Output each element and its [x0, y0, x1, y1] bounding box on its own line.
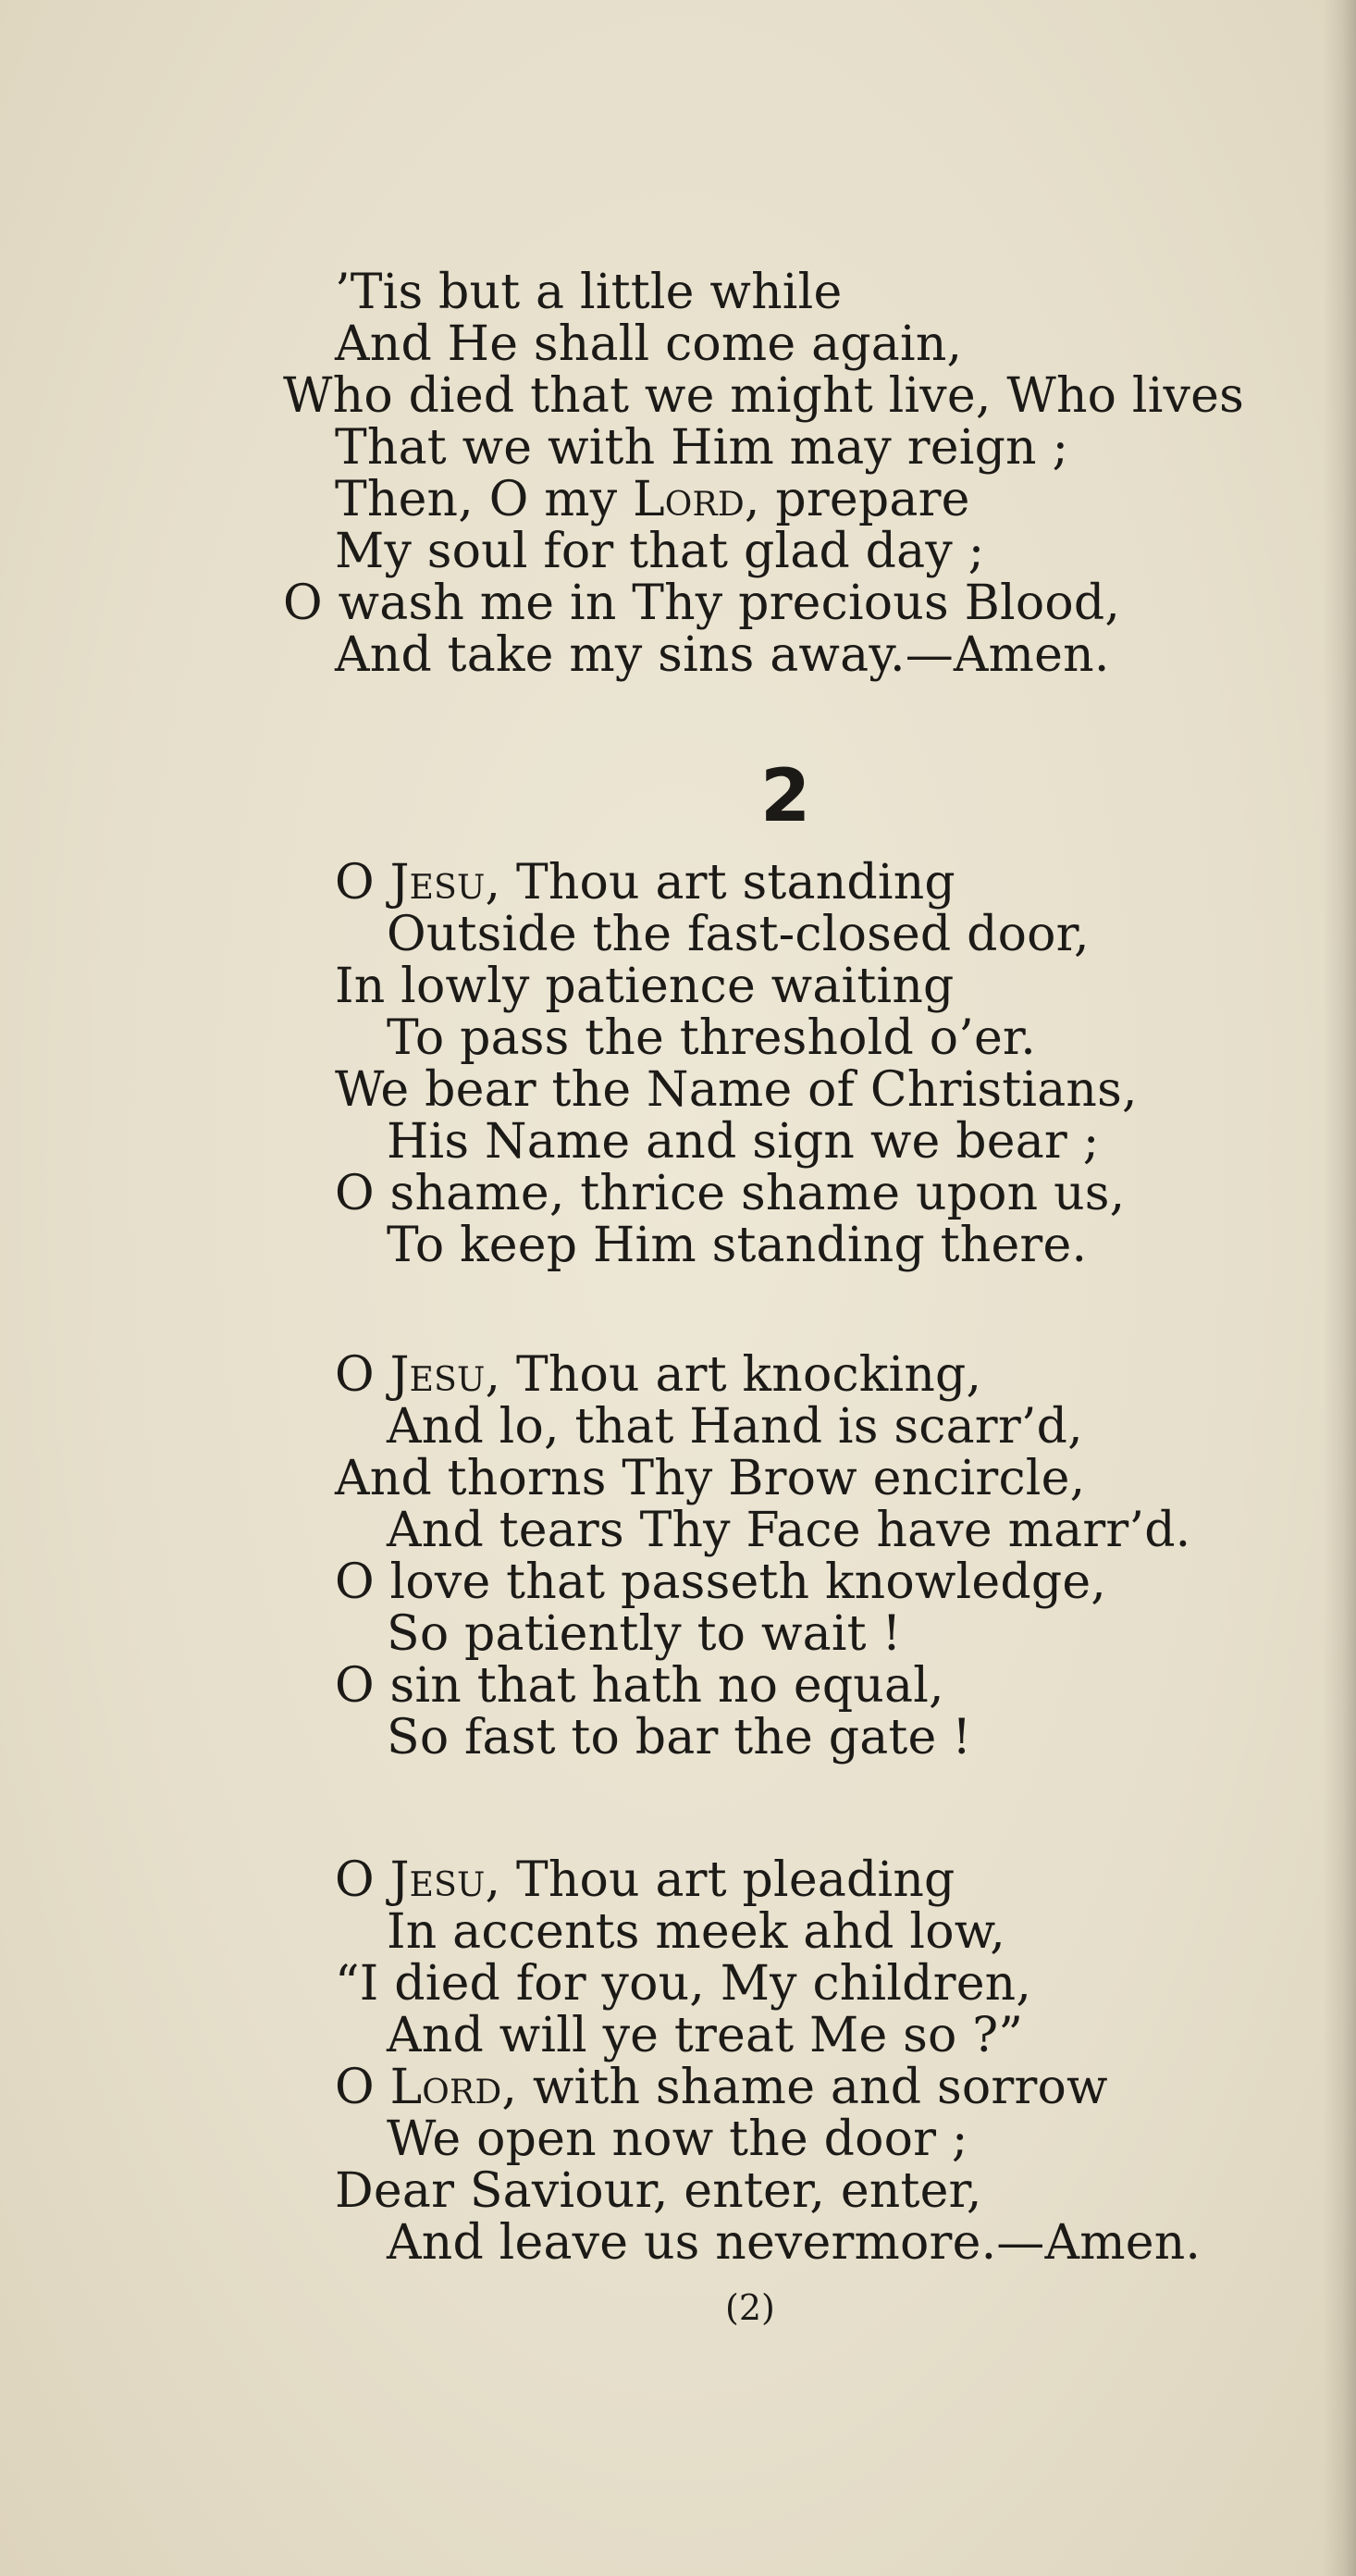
verse-3-line-5	[335, 2062, 1108, 2113]
hymn-1-line-8: And take my sins away.—Amen.	[335, 627, 1110, 683]
hymn-1-line-2: And He shall come again,	[335, 316, 963, 372]
lord-small-caps: Lord	[389, 2060, 502, 2115]
text-segment: , Thou art standing	[485, 855, 955, 910]
text-segment: , prepare	[744, 472, 970, 527]
verse-2-line-8: So fast to bar the gate !	[387, 1710, 972, 1765]
verse-3-line-2: In accents meek ahd low,	[387, 1904, 1005, 1960]
jesu-small-caps: Jesu	[389, 1852, 486, 1908]
verse-3-line-8: And leave us nevermore.—Amen.	[387, 2215, 1202, 2271]
verse-2-line-4: And tears Thy Face have marr’d.	[387, 1503, 1191, 1558]
verse-2-line-2: And lo, that Hand is scarr’d,	[387, 1399, 1083, 1455]
jesu-small-caps: Jesu	[389, 1347, 486, 1403]
text-segment: O	[335, 1347, 390, 1403]
verse-2-line-7: O sin that hath no equal,	[335, 1658, 944, 1714]
verse-3-line-3: “I died for you, My children,	[335, 1956, 1032, 2012]
text-segment: O	[335, 2060, 390, 2115]
hymn-1-line-7: O wash me in Thy precious Blood,	[283, 576, 1121, 631]
verse-1-line-2: Outside the fast-closed door,	[387, 907, 1090, 962]
verse-3-line-7: Dear Saviour, enter, enter,	[335, 2163, 982, 2219]
hymn-1-line-1: ’Tis but a little while	[335, 265, 843, 320]
hymn-1-line-6: My soul for that glad day ;	[335, 524, 985, 579]
jesu-small-caps: Jesu	[389, 855, 486, 910]
verse-1-line-8: To keep Him standing there.	[387, 1218, 1088, 1273]
verse-1-line-5: We bear the Name of Christians,	[335, 1062, 1138, 1118]
verse-2-line-1	[335, 1349, 981, 1401]
verse-1-line-3: In lowly patience waiting	[335, 959, 955, 1014]
verse-1-line-4: To pass the threshold o’er.	[387, 1010, 1036, 1066]
text-segment: , with shame and sorrow	[501, 2060, 1108, 2115]
hymn-1-line-5	[335, 474, 970, 526]
text-segment: , Thou art knocking,	[485, 1347, 982, 1403]
verse-2-line-5: O love that passeth knowledge,	[335, 1554, 1107, 1610]
text-segment: O	[335, 855, 390, 910]
text-segment: , Thou art pleading	[485, 1852, 955, 1908]
text-segment: Then, O my	[335, 472, 634, 527]
verse-1-line-1	[335, 857, 955, 909]
verse-2-line-3: And thorns Thy Brow encircle,	[335, 1451, 1086, 1506]
page-number: (2)	[725, 2287, 775, 2328]
page-edge-shadow	[1323, 0, 1356, 2576]
hymn-1-line-4: That we with Him may reign ;	[335, 420, 1069, 476]
verse-3-line-1	[335, 1854, 955, 1906]
hymn-1-line-3: Who died that we might live, Who lives	[283, 368, 1244, 424]
verse-1-line-7: O shame, thrice shame upon us,	[335, 1166, 1126, 1221]
verse-2-line-6: So patiently to wait !	[387, 1606, 902, 1662]
verse-3-line-6: We open now the door ;	[387, 2112, 968, 2167]
verse-1-line-6: His Name and sign we bear ;	[387, 1114, 1100, 1170]
text-segment: O	[335, 1852, 390, 1908]
lord-small-caps: Lord	[633, 472, 745, 527]
hymn-number: 2	[760, 755, 811, 838]
verse-3-line-4: And will ye treat Me so ?”	[387, 2008, 1024, 2063]
